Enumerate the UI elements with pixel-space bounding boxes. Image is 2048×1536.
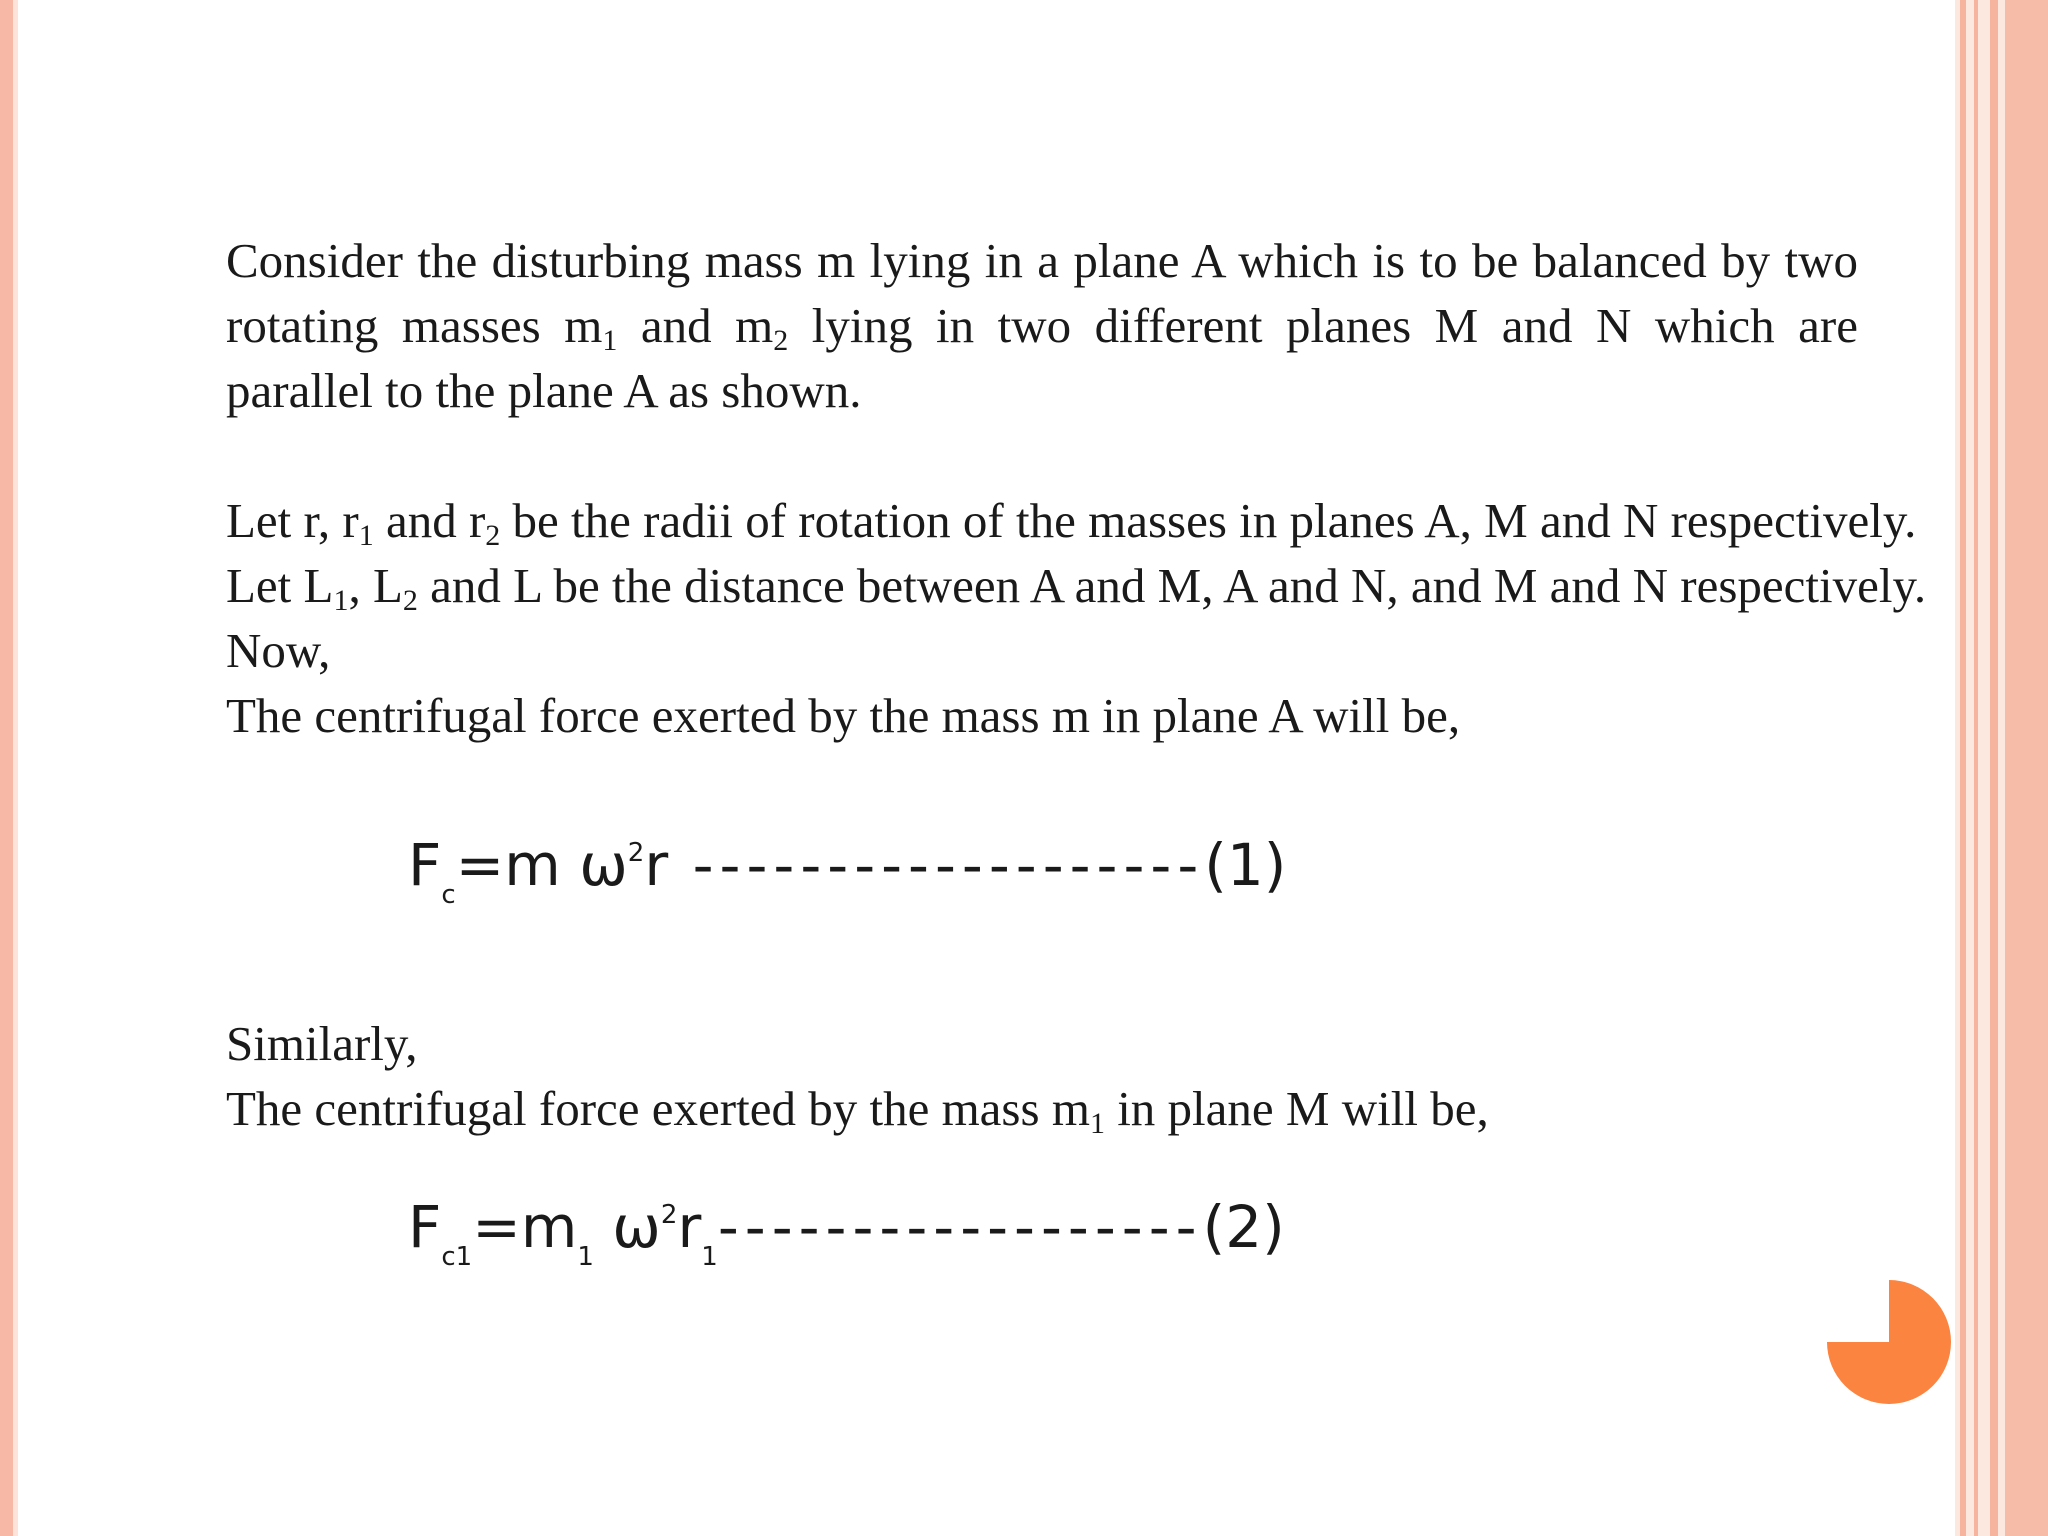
subscript: 1 (577, 1242, 594, 1272)
eq-symbol: =m (472, 1193, 578, 1261)
similarly-line: Similarly, (226, 1016, 418, 1071)
superscript: 2 (660, 1200, 678, 1230)
subscript: c (441, 880, 456, 910)
subscript: 1 (602, 324, 618, 357)
equation-number: (2) (1202, 1193, 1285, 1261)
spacer (226, 423, 1858, 488)
distance-line (226, 553, 1927, 618)
subscript: 1 (701, 1242, 718, 1272)
text-run: and m (617, 298, 774, 353)
eq-symbol: ω (593, 1193, 661, 1261)
left-decorative-bar (0, 0, 13, 1536)
eq-symbol: F (408, 831, 442, 899)
text-run: and L be the distance between A and M, A and N, and M and N respectively. (417, 558, 1927, 613)
subscript: 2 (402, 584, 418, 617)
subscript: 2 (773, 324, 789, 357)
text-run: Consider the disturbing mass m lying in a plane A which is to be balanced by two rotating masses m (226, 233, 1858, 353)
text-run: Let L (226, 558, 334, 613)
orange-pie-circle-icon (1827, 1280, 1951, 1404)
subscript: 1 (333, 584, 349, 617)
subscript: 1 (1089, 1107, 1105, 1140)
text-run: be the radii of rotation of the masses in planes A, M and N respectively. (500, 493, 1917, 548)
eq-symbol: r (644, 831, 669, 899)
eq-dashes: ------------------- (668, 831, 1205, 899)
pie-notch (1873, 1280, 1889, 1312)
right-stripe (1960, 0, 1966, 1536)
intro-paragraph (226, 228, 1858, 423)
force2-intro-line (226, 1076, 1858, 1141)
equation-1 (408, 831, 1287, 910)
radii-line (226, 488, 1917, 553)
right-stripe (1974, 0, 1978, 1536)
equation-number: (1) (1204, 831, 1287, 899)
force1-intro-line: The centrifugal force exerted by the mass m in plane A will be, (226, 688, 1461, 743)
text-run: and r (373, 493, 486, 548)
left-decorative-edge (13, 0, 18, 1536)
text-run: Let r, r (226, 493, 359, 548)
now-line: Now, (226, 623, 331, 678)
text-run: , L (348, 558, 403, 613)
right-stripe (1990, 0, 1998, 1536)
text-run: The centrifugal force exerted by the mass m (226, 1081, 1090, 1136)
slide-body (226, 228, 1927, 1141)
text-run: in plane M will be, (1104, 1081, 1489, 1136)
superscript: 2 (627, 838, 645, 868)
text-run: lying in two different planes M and N which are parallel to the plane A as shown. (226, 298, 1858, 418)
eq-symbol: r (677, 1193, 702, 1261)
eq-symbol: =m ω (455, 831, 628, 899)
subscript: 1 (358, 519, 374, 552)
equation-2 (408, 1193, 1285, 1272)
eq-dashes: ------------------ (717, 1193, 1203, 1261)
subscript: c1 (441, 1242, 473, 1272)
eq-symbol: F (408, 1193, 442, 1261)
subscript: 2 (485, 519, 501, 552)
right-stripe (2005, 0, 2048, 1536)
